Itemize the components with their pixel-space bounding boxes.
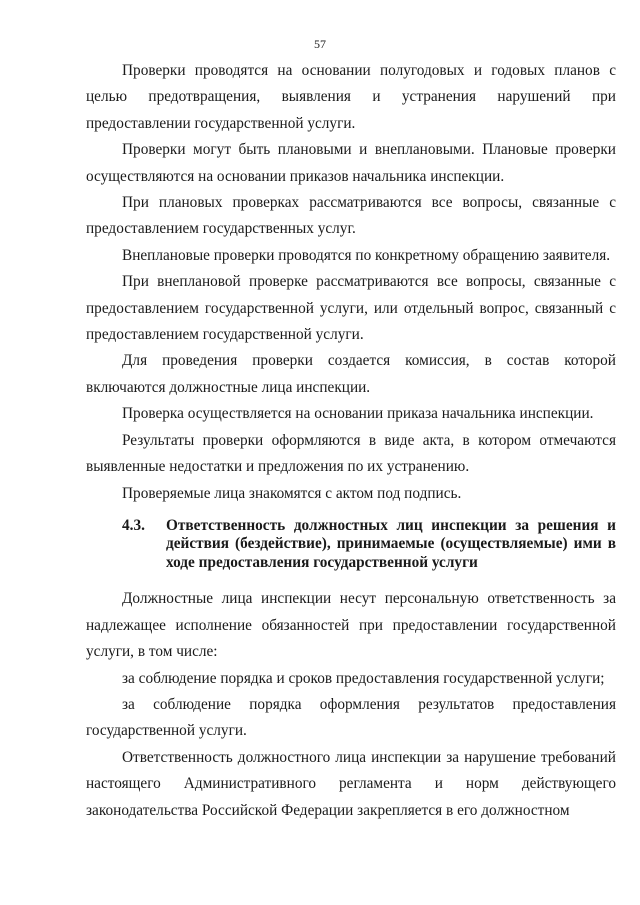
paragraph: При внеплановой проверке рассматриваются все вопросы, связанные с предоставлением государственной услуги, или отдельный вопрос, связанный с предоставлением государственной услуги. [86,273,616,344]
paragraph: за соблюдение порядка оформления результатов предоставления государственной услуги. [86,696,616,740]
section-heading [122,517,616,573]
section-number: 4.3. [122,516,145,534]
page-number: 57 [314,37,326,51]
section-title: Ответственность должностных лиц инспекции за решения и действия (бездействие), принимаемые (осуществляемые) ими в ходе предоставления государственной услуги [166,516,616,571]
paragraph: Проверки проводятся на основании полугодовых и годовых планов с целью предотвращения, выявления и устранения нарушений при предоставлении государственной услуги. [86,62,616,132]
paragraph: Должностные лица инспекции несут персональную ответственность за надлежащее исполнение обязанностей при предоставлении государственной услуги, в том числе: [86,590,616,661]
paragraph: Проверки могут быть плановыми и внеплановыми. Плановые проверки осуществляются на основании приказов начальника инспекции. [86,141,616,185]
paragraph: Внеплановые проверки проводятся по конкретному обращению заявителя. [122,246,611,264]
paragraph: Проверяемые лица знакомятся с актом под подпись. [122,484,462,502]
paragraph: Проверка осуществляется на основании приказа начальника инспекции. [122,405,594,423]
paragraph: Для проведения проверки создается комиссия, в состав которой включаются должностные лица инспекции. [86,352,616,396]
paragraph: за соблюдение порядка и сроков предоставления государственной услуги; [122,669,605,687]
document-body [86,58,616,824]
paragraph: При плановых проверках рассматриваются все вопросы, связанные с предоставлением государственных услуг. [86,194,616,238]
paragraph: Результаты проверки оформляются в виде акта, в котором отмечаются выявленные недостатки и предложения по их устранению. [86,431,616,476]
paragraph: Ответственность должностного лица инспекции за нарушение требований настоящего Административного регламента и норм действующего законодательства Российской Федерации закрепляется в его должностном [86,748,616,819]
